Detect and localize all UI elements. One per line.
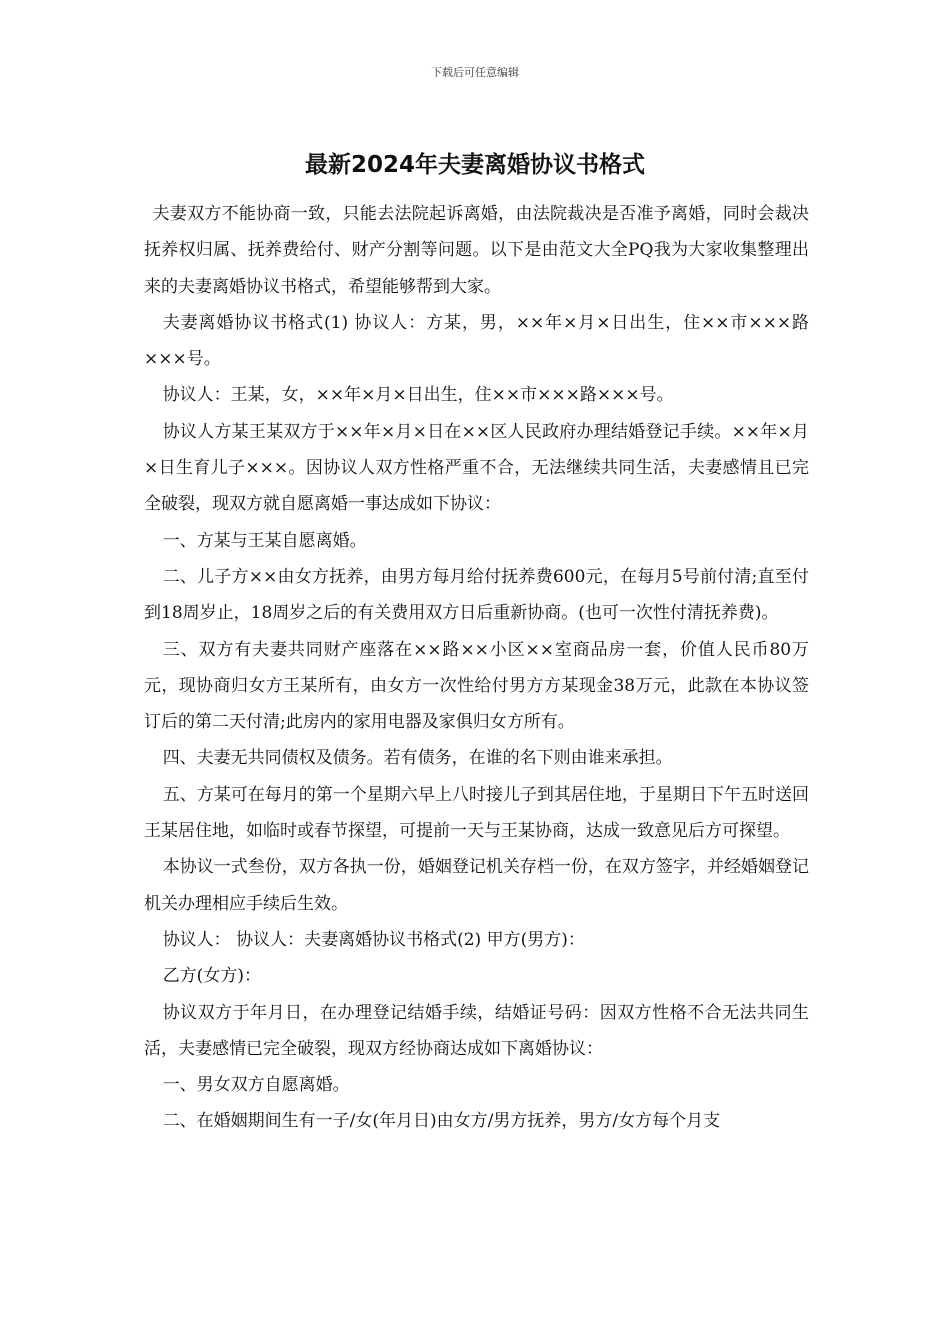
paragraph: 协议双方于年月日，在办理登记结婚手续，结婚证号码：因双方性格不合无法共同生活，夫妻感情已完全破裂，现双方经协商达成如下离婚协议： <box>144 1002 809 1059</box>
paragraph-intro: 夫妻双方不能协商一致，只能去法院起诉离婚，由法院裁决是否准予离婚，同时会裁决抚养权归属、抚养费给付、财产分割等问题。以下是由范文大全PQ我为大家收集整理出来的夫妻离婚协议书格式，希望能够帮到大家。 <box>144 204 809 297</box>
paragraph: 一、方某与王某自愿离婚。 <box>162 530 367 551</box>
paragraph: 夫妻离婚协议书格式(1) 协议人：方某，男，××年×月×日出生，住××市×××路×××号。 <box>144 312 809 370</box>
paragraph: 五、方某可在每月的第一个星期六早上八时接儿子到其居住地，于星期日下午五时送回王某居住地，如临时或春节探望，可提前一天与王某协商，达成一致意见后方可探望。 <box>144 784 809 842</box>
paragraph: 本协议一式叁份，双方各执一份，婚姻登记机关存档一份，在双方签字，并经婚姻登记机关办理相应手续后生效。 <box>144 857 809 914</box>
paragraph: 一、男女双方自愿离婚。 <box>162 1075 350 1096</box>
page-header-note: 下载后可任意编辑 <box>431 66 519 79</box>
paragraph: 四、夫妻无共同债权及债务。若有债务，在谁的名下则由谁来承担。 <box>162 748 673 769</box>
paragraph: 二、儿子方××由女方抚养，由男方每月给付抚养费600元，在每月5号前付清;直至付到18周岁止，18周岁之后的有关费用双方日后重新协商。(也可一次性付清抚养费)。 <box>144 566 809 624</box>
paragraph: 协议人方某王某双方于××年×月×日在××区人民政府办理结婚登记手续。××年×月×日生育儿子×××。因协议人双方性格严重不合，无法继续共同生活，夫妻感情且已完全破裂，现双方就自愿离婚一事达成如下协议： <box>144 421 809 515</box>
paragraph: 协议人：王某，女，××年×月×日出生，住××市×××路×××号。 <box>162 385 674 406</box>
paragraph: 乙方(女方)： <box>162 966 261 987</box>
paragraph: 二、在婚姻期间生有一子/女(年月日)由女方/男方抚养，男方/女方每个月支 <box>162 1111 721 1132</box>
document-title: 最新2024年夫妻离婚协议书格式 <box>304 152 645 178</box>
document-body <box>144 196 809 1140</box>
paragraph: 三、双方有夫妻共同财产座落在××路××小区××室商品房一套，价值人民币80万元，现协商归女方王某所有，由女方一次性给付男方方某现金38万元，此款在本协议签订后的第二天付清;此房内的家用电器及家俱归女方所有。 <box>144 639 809 733</box>
paragraph: 协议人： 协议人：夫妻离婚协议书格式(2) 甲方(男方)： <box>162 929 585 950</box>
